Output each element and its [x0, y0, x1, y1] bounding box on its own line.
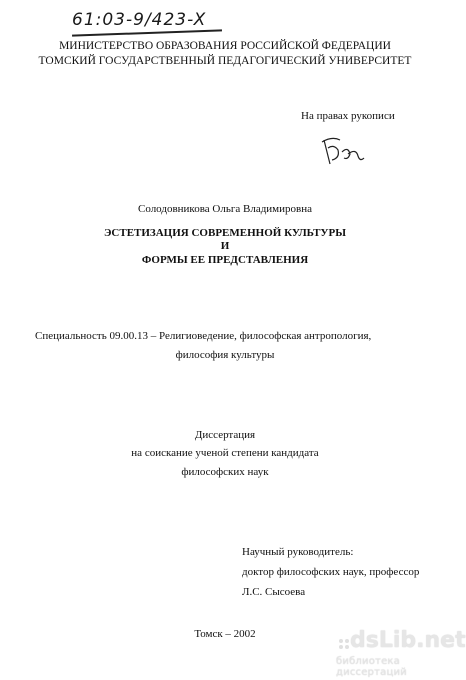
- handwritten-code: 61:03-9/423-X: [72, 10, 207, 30]
- supervisor-label: Научный руководитель:: [242, 546, 354, 558]
- author-name: Солодовникова Ольга Владимировна: [138, 203, 312, 215]
- handwritten-underline: [72, 29, 222, 36]
- dissertation-label: Диссертация: [194, 429, 256, 441]
- supervisor-title: доктор философских наук, профессор: [242, 566, 420, 578]
- signature-mark: [318, 134, 368, 170]
- university-header: ТОМСКИЙ ГОСУДАРСТВЕННЫЙ ПЕДАГОГИЧЕСКИЙ УНИВЕРСИТЕТ: [38, 55, 412, 67]
- title-line-3: ФОРМЫ ЕЕ ПРЕДСТАВЛЕНИЯ: [141, 254, 309, 266]
- dslib-watermark: [334, 628, 466, 678]
- title-line-2: И: [220, 240, 230, 252]
- ministry-header: МИНИСТЕРСТВО ОБРАЗОВАНИЯ РОССИЙСКОЙ ФЕДЕРАЦИИ: [59, 40, 391, 52]
- supervisor-name: Л.С. Сысоева: [242, 586, 306, 598]
- manuscript-rights-note: На правах рукописи: [301, 110, 395, 122]
- watermark-logo: dsLib.net: [350, 628, 466, 653]
- watermark-subtitle: библиотека диссертаций: [336, 656, 407, 678]
- place-year: Томск – 2002: [194, 628, 256, 640]
- science-field: философских наук: [181, 466, 269, 478]
- specialty-line-1: Специальность 09.00.13 – Религиоведение, философская антропология,: [35, 330, 372, 342]
- specialty-line-2: философия культуры: [175, 349, 275, 361]
- degree-line: на соискание ученой степени кандидата: [131, 447, 319, 459]
- title-line-1: ЭСТЕТИЗАЦИЯ СОВРЕМЕННОЙ КУЛЬТУРЫ: [103, 227, 347, 239]
